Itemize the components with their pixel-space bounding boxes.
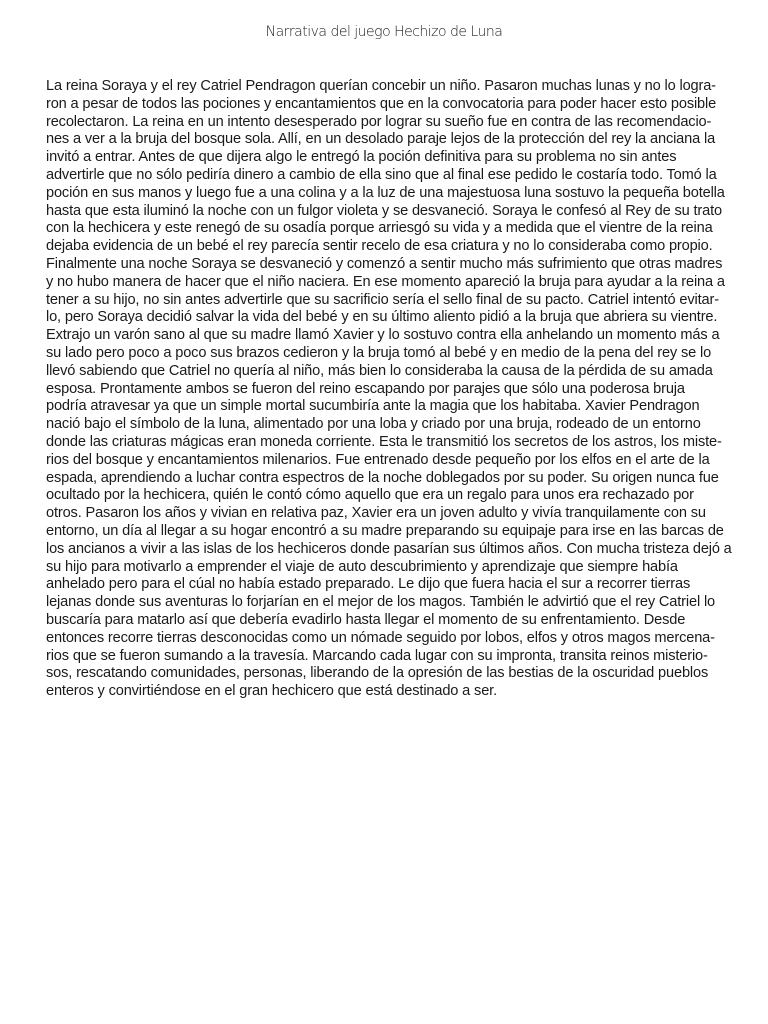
text-line: lejanas donde sus aventuras lo forjarían en el mejor de los magos. También le advirtió que el rey Catriel lo xyxy=(46,594,716,611)
text-line: rios del bosque y encantamientos milenarios. Fue entrenado desde pequeño por los elfos en el arte de la xyxy=(46,451,710,468)
text-line: rios que se fueron sumando a la travesía. Marcando cada lugar con su impronta, transita reinos misterio- xyxy=(46,647,708,664)
text-line: La reina Soraya y el rey Catriel Pendragon querían concebir un niño. Pasaron muchas lunas y no lo logra- xyxy=(46,78,716,94)
narrative-body xyxy=(46,78,732,701)
text-line: esposa. Prontamente ambos se fueron del reino escapando por parajes que sólo una poderosa bruja xyxy=(46,380,685,397)
text-line: llevó sabiendo que Catriel no quería al niño, más bien lo consideraba la causa de la pérdida de su amada xyxy=(46,362,713,379)
text-line: espada, aprendiendo a luchar contra espectros de la noche doblegados por su poder. Su origen nunca fue xyxy=(46,469,719,486)
text-line: entonces recorre tierras desconocidas como un nómade seguido por lobos, elfos y otros magos mercena- xyxy=(46,629,715,646)
text-line: tener a su hijo, no sin antes advertirle que su sacrificio sería el sello final de su pacto. Catriel intentó evitar- xyxy=(46,291,719,308)
text-line: su lado pero poco a poco sus brazos cedieron y la bruja tomó al bebé y en medio de la pena del rey se lo xyxy=(46,344,712,361)
text-line: Finalmente una noche Soraya se desvaneció y comenzó a sentir mucho más sufrimiento que otras madres xyxy=(46,255,723,272)
text-line: recolectaron. La reina en un intento desesperado por lograr su sueño fue en contra de las recomendacio- xyxy=(46,113,712,130)
text-line: con la hechicera y este renegó de su osadía porque arriesgó su vida y a medida que el vientre de la reina xyxy=(46,220,713,237)
text-line: poción en sus manos y luego fue a una colina y a la luz de una majestuosa luna sostuvo la pequeña botella xyxy=(46,184,725,201)
text-line: nació bajo el símbolo de la luna, alimentado por una loba y criado por una bruja, rodeado de un entorno xyxy=(46,416,701,433)
text-line: hasta que esta iluminó la noche con un fulgor violeta y se desvaneció. Soraya le confesó al Rey de su trato xyxy=(46,202,722,219)
text-line: entorno, un día al llegar a su hogar encontró a su madre preparando su equipaje para irse en las barcas de xyxy=(46,522,724,539)
text-line: anhelado pero para el cúal no había estado preparado. Le dijo que fuera hacia el sur a recorrer tierras xyxy=(46,576,691,593)
text-line: enteros y convirtiéndose en el gran hechicero que está destinado a ser. xyxy=(46,683,497,700)
text-line: invitó a entrar. Antes de que dijera algo le entregó la poción definitiva para su problema no sin antes xyxy=(46,149,677,166)
text-line: donde las criaturas mágicas eran moneda corriente. Esta le transmitió los secretos de los astros, los miste- xyxy=(46,433,722,450)
text-line: buscaría para matarlo así que debería evadirlo hasta llegar el momento de su enfrentamiento. Desde xyxy=(46,611,686,628)
text-line: sos, rescatando comunidades, personas, liberando de la opresión de las bestias de la oscuridad pueblos xyxy=(46,665,709,682)
text-line: los ancianos a vivir a las islas de los hechiceros donde pasarían sus últimos años. Con mucha tristeza dejó a xyxy=(46,540,732,557)
text-line: nes a ver a la bruja del bosque sola. Allí, en un desolado paraje lejos de la protección del rey la anciana la xyxy=(46,131,716,148)
page-title: Narrativa del juego Hechizo de Luna xyxy=(265,24,503,40)
text-line: ocultado por la hechicera, quién le contó cómo aquello que era un regalo para unos era rechazado por xyxy=(46,487,694,504)
text-line: lo, pero Soraya decidió salvar la vida del bebé y en su último aliento pidió a la bruja que abriera su vientre. xyxy=(46,309,718,326)
text-line: ron a pesar de todos las pociones y encantamientos que en la convocatoria para poder hacer esto posible xyxy=(46,95,717,112)
text-line: dejaba evidencia de un bebé el rey parecía sentir recelo de esa criatura y no lo consideraba como propio. xyxy=(46,238,713,255)
text-line: Extrajo un varón sano al que su madre llamó Xavier y lo sostuvo contra ella anhelando un momento más a xyxy=(46,327,720,344)
text-line: advertirle que no sólo pediría dinero a cambio de ella sino que al final ese pedido le costaría todo. Tomó la xyxy=(46,166,717,183)
text-line: y no hubo manera de hacer que el niño naciera. En ese momento apareció la bruja para ayudar a la reina a xyxy=(46,273,725,290)
text-line: su hijo para motivarlo a emprender el viaje de auto descubrimiento y aprendizaje que siempre había xyxy=(46,558,678,575)
text-line: podría atravesar ya que un simple mortal sucumbiría ante la magia que los habitaba. Xavier Pendragon xyxy=(46,398,700,415)
text-line: otros. Pasaron los años y vivian en relativa paz, Xavier era un joven adulto y vivía tranquilamente con su xyxy=(46,505,706,522)
